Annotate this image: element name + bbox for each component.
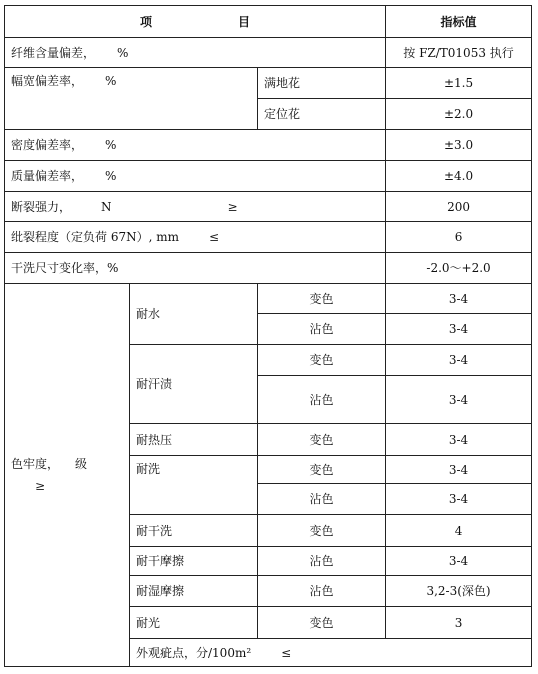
color-unit: 级 [75,457,88,471]
hot-name: 耐热压 [130,424,258,456]
water-r1: 变色 [258,284,386,314]
seam-value: 6 [386,222,532,253]
light-v1: 3 [386,607,532,639]
defect-label: 外观疵点，分/100m² [136,645,252,660]
header-row [5,6,532,38]
wash-name: 耐洗 [130,456,258,515]
break-value: 200 [386,192,532,222]
width-label-cell [5,68,258,130]
fiber-unit: % [117,45,129,60]
hot-r1: 变色 [258,424,386,456]
density-label: 密度偏差率， [11,138,84,152]
row-mass [5,161,532,192]
defect-label-cell [130,639,532,667]
water-v2: 3-4 [386,314,532,345]
dry-value: -2.0～+2.0 [386,253,532,284]
width-sub2: 定位花 [258,99,386,130]
break-label-cell [5,192,386,222]
color-cmp: ≥ [35,479,46,493]
spec-table [4,5,532,667]
density-label-cell [5,130,386,161]
seam-cmp: ≤ [208,230,220,244]
width-unit: % [105,74,117,88]
drycl-name: 耐干洗 [130,515,258,547]
width-val1: ±1.5 [386,68,532,99]
width-val2: ±2.0 [386,99,532,130]
break-label: 断裂强力， [11,199,72,214]
drycl-v1: 4 [386,515,532,547]
break-cmp: ≥ [227,199,238,214]
color-label-cell [5,284,130,667]
row-water-1 [5,284,532,314]
sweat-r2: 沾色 [258,376,386,424]
hot-v1: 3-4 [386,424,532,456]
density-unit: % [105,138,117,152]
wash-v2: 3-4 [386,484,532,515]
color-label: 色牢度， [11,457,60,471]
sweat-v1: 3-4 [386,345,532,376]
defect-cmp: ≤ [281,645,292,660]
mass-value: ±4.0 [386,161,532,192]
width-label: 幅宽偏差率， [11,74,84,88]
wetrub-name: 耐湿摩擦 [130,576,258,607]
row-dry [5,253,532,284]
mass-label: 质量偏差率， [11,169,84,183]
fiber-value: 按 FZ/T01053 执行 [386,38,532,68]
wash-r2: 沾色 [258,484,386,515]
light-r1: 变色 [258,607,386,639]
header-item-left: 项 [140,14,153,29]
density-value: ±3.0 [386,130,532,161]
wetrub-r1: 沾色 [258,576,386,607]
light-name: 耐光 [130,607,258,639]
row-seam [5,222,532,253]
fiber-label: 纤维含量偏差， [11,45,96,60]
dryrub-r1: 沾色 [258,547,386,576]
water-name: 耐水 [130,284,258,345]
mass-unit: % [105,169,117,183]
color-label-line [11,457,129,471]
header-item-right: 目 [238,14,251,29]
dryrub-v1: 3-4 [386,547,532,576]
dryrub-name: 耐干摩擦 [130,547,258,576]
seam-label: 纰裂程度（定负荷 67N）, mm [11,230,179,244]
drycl-r1: 变色 [258,515,386,547]
wash-r1: 变色 [258,456,386,484]
row-density [5,130,532,161]
mass-label-cell [5,161,386,192]
sweat-r1: 变色 [258,345,386,376]
wetrub-v1: 3,2-3(深色) [386,576,532,607]
sweat-v2: 3-4 [386,376,532,424]
fiber-label-cell [5,38,386,68]
row-break [5,192,532,222]
width-sub1: 满地花 [258,68,386,99]
row-width-1 [5,68,532,99]
dry-label: 干洗尺寸变化率，% [5,253,386,284]
break-unit: N [101,199,112,214]
row-fiber [5,38,532,68]
water-r2: 沾色 [258,314,386,345]
seam-label-cell [5,222,386,253]
header-value: 指标值 [386,6,532,38]
water-v1: 3-4 [386,284,532,314]
sweat-name: 耐汗渍 [130,345,258,424]
wash-v1: 3-4 [386,456,532,484]
header-item-cell [5,6,386,38]
